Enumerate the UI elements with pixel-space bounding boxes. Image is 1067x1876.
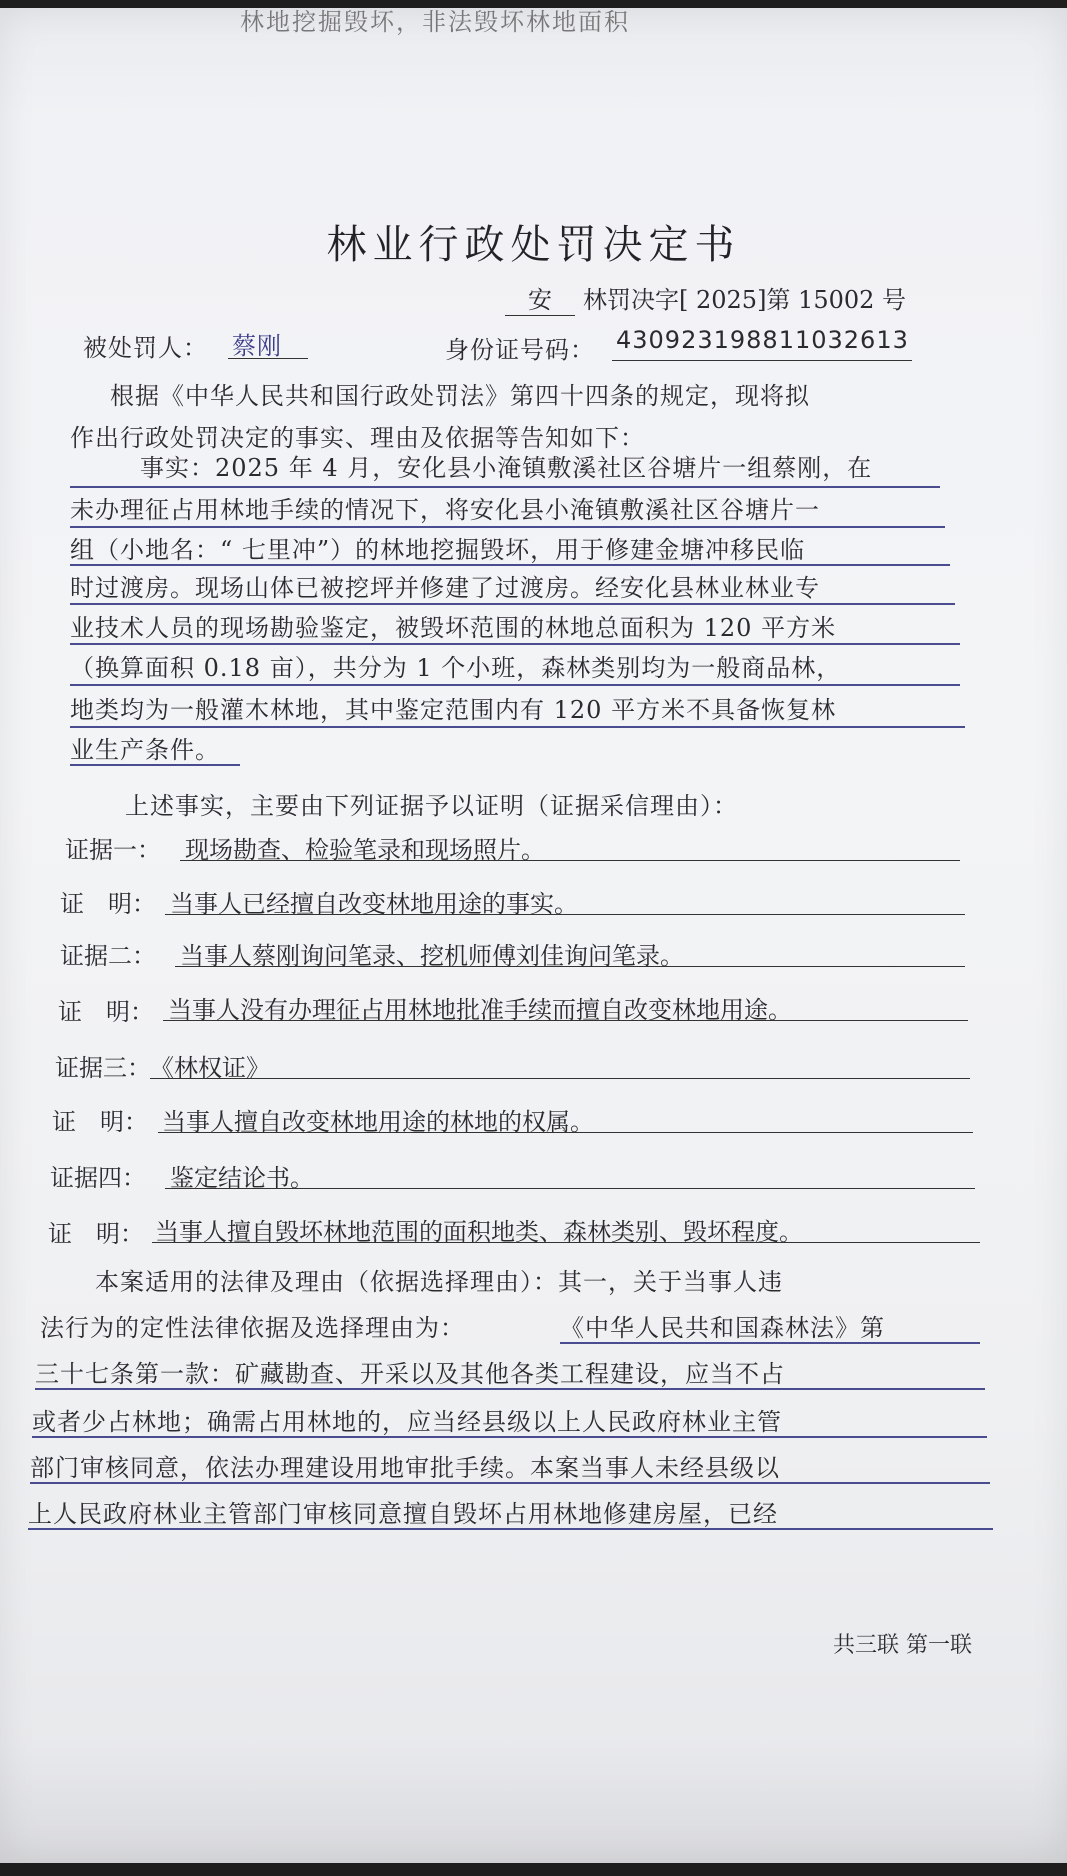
fact-line-2: 未办理征占用林地手续的情况下，将安化县小淹镇敷溪社区谷塘片一 bbox=[70, 496, 820, 524]
evidence-3-rule bbox=[150, 1078, 970, 1079]
fact-underline-2 bbox=[70, 526, 945, 528]
proof-2-rule bbox=[163, 1020, 968, 1021]
law-line-4: 或者少占林地；确需占用林地的，应当经县级以上人民政府林业主管 bbox=[32, 1408, 782, 1436]
party-name-underline bbox=[228, 358, 308, 359]
fact-underline-1 bbox=[70, 486, 940, 488]
intro-line-1: 根据《中华人民共和国行政处罚法》第四十四条的规定，现将拟 bbox=[110, 382, 810, 410]
intro-line-2: 作出行政处罚决定的事实、理由及依据等告知如下： bbox=[70, 424, 645, 452]
proof-2-text: 当事人没有办理征占用林地批准手续而擅自改变林地用途。 bbox=[168, 996, 792, 1024]
evidence-3-text: 《林权证》 bbox=[150, 1054, 270, 1082]
law-underline-2 bbox=[560, 1342, 980, 1344]
fact-line-5: 业技术人员的现场勘验鉴定，被毁坏范围的林地总面积为 120 平方米 bbox=[70, 614, 837, 642]
evidence-4-rule bbox=[165, 1188, 975, 1189]
party-label: 被处罚人： bbox=[83, 334, 208, 362]
id-label: 身份证号码： bbox=[445, 336, 595, 364]
document-number-prefix: 安 bbox=[505, 280, 575, 316]
law-line-2-b: 《中华人民共和国森林法》第 bbox=[560, 1314, 885, 1342]
evidence-intro: 上述事实，主要由下列证据予以证明（证据采信理由）： bbox=[125, 792, 738, 820]
fact-line-6: （换算面积 0.18 亩），共分为 1 个小班，森林类别均为一般商品林， bbox=[70, 654, 842, 682]
proof-1-text: 当事人已经擅自改变林地用途的事实。 bbox=[170, 890, 578, 918]
evidence-4-label: 证据四： bbox=[50, 1164, 146, 1192]
law-line-5: 部门审核同意，依法办理建设用地审批手续。本案当事人未经县级以 bbox=[30, 1454, 780, 1482]
fact-underline-4 bbox=[70, 603, 955, 605]
fact-underline-6 bbox=[70, 684, 960, 686]
proof-2-label: 证 明： bbox=[58, 998, 154, 1026]
document-title: 林业行政处罚决定书 bbox=[326, 222, 741, 268]
proof-3-label: 证 明： bbox=[52, 1108, 148, 1136]
evidence-2-label: 证据二： bbox=[60, 942, 156, 970]
proof-3-text: 当事人擅自改变林地用途的林地的权属。 bbox=[162, 1108, 594, 1136]
fact-underline-5 bbox=[70, 643, 960, 645]
copy-footer: 共三联 第一联 bbox=[833, 1633, 972, 1658]
proof-1-label: 证 明： bbox=[60, 890, 156, 918]
document-number bbox=[505, 280, 906, 316]
law-line-2-a: 法行为的定性法律依据及选择理由为： bbox=[40, 1314, 465, 1342]
fact-line-3: 组（小地名：“ 七里冲”）的林地挖掘毁坏，用于修建金塘冲移民临 bbox=[70, 536, 806, 564]
evidence-1-label: 证据一： bbox=[65, 836, 161, 864]
fact-underline-8 bbox=[70, 764, 240, 766]
page-shadow bbox=[0, 1743, 1067, 1863]
law-underline-6 bbox=[28, 1528, 993, 1530]
evidence-3-label: 证据三： bbox=[55, 1054, 151, 1082]
proof-4-label: 证 明： bbox=[48, 1220, 144, 1248]
proof-3-rule bbox=[158, 1132, 973, 1133]
law-line-3: 三十七条第一款：矿藏勘查、开采以及其他各类工程建设，应当不占 bbox=[35, 1360, 785, 1388]
fact-line-8: 业生产条件。 bbox=[70, 736, 220, 764]
id-value-underline bbox=[612, 360, 912, 361]
fact-underline-3 bbox=[70, 564, 950, 566]
evidence-4-text: 鉴定结论书。 bbox=[170, 1164, 314, 1192]
evidence-2-text: 当事人蔡刚询问笔录、挖机师傅刘佳询问笔录。 bbox=[180, 942, 684, 970]
proof-4-text: 当事人擅自毁坏林地范围的面积地类、森林类别、毁坏程度。 bbox=[155, 1218, 803, 1246]
document-page bbox=[0, 8, 1067, 1863]
evidence-2-rule bbox=[175, 966, 965, 967]
fact-underline-7 bbox=[70, 726, 965, 728]
fact-line-7: 地类均为一般灌木林地，其中鉴定范围内有 120 平方米不具备恢复林 bbox=[70, 696, 837, 724]
proof-1-rule bbox=[165, 914, 965, 915]
law-line-6: 上人民政府林业主管部门审核同意擅自毁坏占用林地修建房屋，已经 bbox=[28, 1500, 778, 1528]
law-underline-3 bbox=[35, 1388, 985, 1390]
law-underline-4 bbox=[32, 1436, 987, 1438]
fact-line-4: 时过渡房。现场山体已被挖坪并修建了过渡房。经安化县林业林业专 bbox=[70, 574, 820, 602]
previous-page-bleed-text: 林地挖掘毁坏，非法毁坏林地面积 bbox=[240, 8, 630, 36]
proof-4-rule bbox=[152, 1242, 980, 1243]
evidence-1-rule bbox=[180, 860, 960, 861]
law-line-1: 本案适用的法律及理由（依据选择理由）：其一，关于当事人违 bbox=[95, 1268, 783, 1296]
evidence-1-text: 现场勘查、检验笔录和现场照片。 bbox=[185, 836, 545, 864]
party-name: 蔡刚 bbox=[232, 332, 282, 360]
id-value: 430923198811032613 bbox=[616, 326, 909, 354]
document-number-body: 林罚决字[ 2025]第 15002 号 bbox=[583, 286, 907, 314]
law-underline-5 bbox=[30, 1482, 990, 1484]
fact-line-1: 事实：2025 年 4 月，安化县小淹镇敷溪社区谷塘片一组蔡刚，在 bbox=[140, 454, 873, 482]
